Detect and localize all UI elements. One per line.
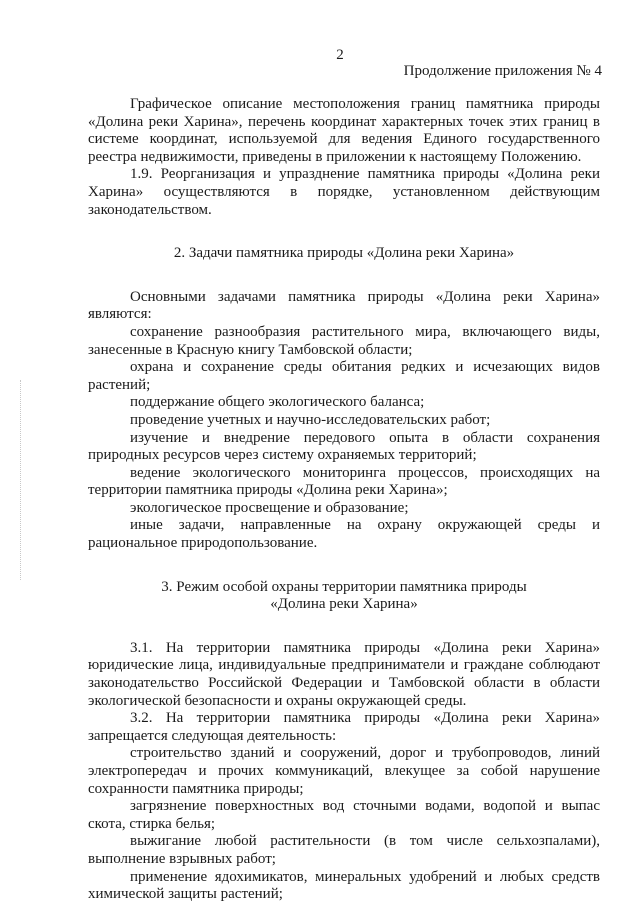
section-heading-line-2: «Долина реки Харина» xyxy=(270,596,418,613)
paragraph: 3.2. На территории памятника природы «Долина реки Харина» запрещается следующая деятельность: xyxy=(88,710,600,744)
paragraph: 3.1. На территории памятника природы «Долина реки Харина» юридические лица, индивидуальные предприниматели и граждане соблюдают законодательство Российской Федерации и Тамбовской области в области экологической безопасности и охраны окружающей среды. xyxy=(88,639,600,709)
list-item: загрязнение поверхностных вод сточными водами, водопой и выпас скота, стирка белья; xyxy=(88,798,600,832)
list-item: применение ядохимикатов, минеральных удобрений и любых средств химической защиты растений; xyxy=(88,868,600,903)
list-item: охрана и сохранение среды обитания редких и исчезающих видов растений; xyxy=(88,359,600,393)
document-body xyxy=(88,96,600,904)
paragraph: Основными задачами памятника природы «Долина реки Харина» являются: xyxy=(88,288,600,323)
list-item: сохранение разнообразия растительного мира, включающего виды, занесенные в Красную книгу Тамбовской области; xyxy=(88,323,600,358)
section-heading: 2. Задачи памятника природы «Долина реки Харина» xyxy=(173,245,515,262)
list-item: иные задачи, направленные на охрану окружающей среды и рациональное природопользование. xyxy=(88,517,600,552)
paragraph: Графическое описание местоположения границ памятника природы «Долина реки Харина», перечень координат характерных точек этих границ в системе координат, используемой для ведения Единого государственного реестра недвижимости, приведены в приложении к настоящему Положению. xyxy=(88,96,600,165)
list-item: строительство зданий и сооружений, дорог и трубопроводов, линий электропередач и прочих коммуникаций, влекущее за собой нарушение сохранности памятника природы; xyxy=(88,745,600,797)
scan-margin-mark xyxy=(20,380,24,580)
list-item: выжигание любой растительности (в том числе сельхозпалами), выполнение взрывных работ; xyxy=(88,833,600,867)
list-item: экологическое просвещение и образование; xyxy=(130,499,409,516)
list-item: изучение и внедрение передового опыта в области сохранения природных ресурсов через систему охраняемых территорий; xyxy=(88,429,600,464)
page-number: 2 xyxy=(336,47,344,63)
list-item: ведение экологического мониторинга процессов, происходящих на территории памятника природы «Долина реки Харина»; xyxy=(88,464,600,499)
appendix-continuation-note: Продолжение приложения № 4 xyxy=(403,63,602,79)
list-item: проведение учетных и научно-исследовательских работ; xyxy=(130,411,491,428)
section-heading: 3. Режим особой охраны территории памятника природы xyxy=(161,578,527,595)
paragraph: 1.9. Реорганизация и упразднение памятника природы «Долина реки Харина» осуществляются в порядке, установленном действующим законодательством. xyxy=(88,166,600,218)
list-item: поддержание общего экологического баланса; xyxy=(130,394,425,411)
